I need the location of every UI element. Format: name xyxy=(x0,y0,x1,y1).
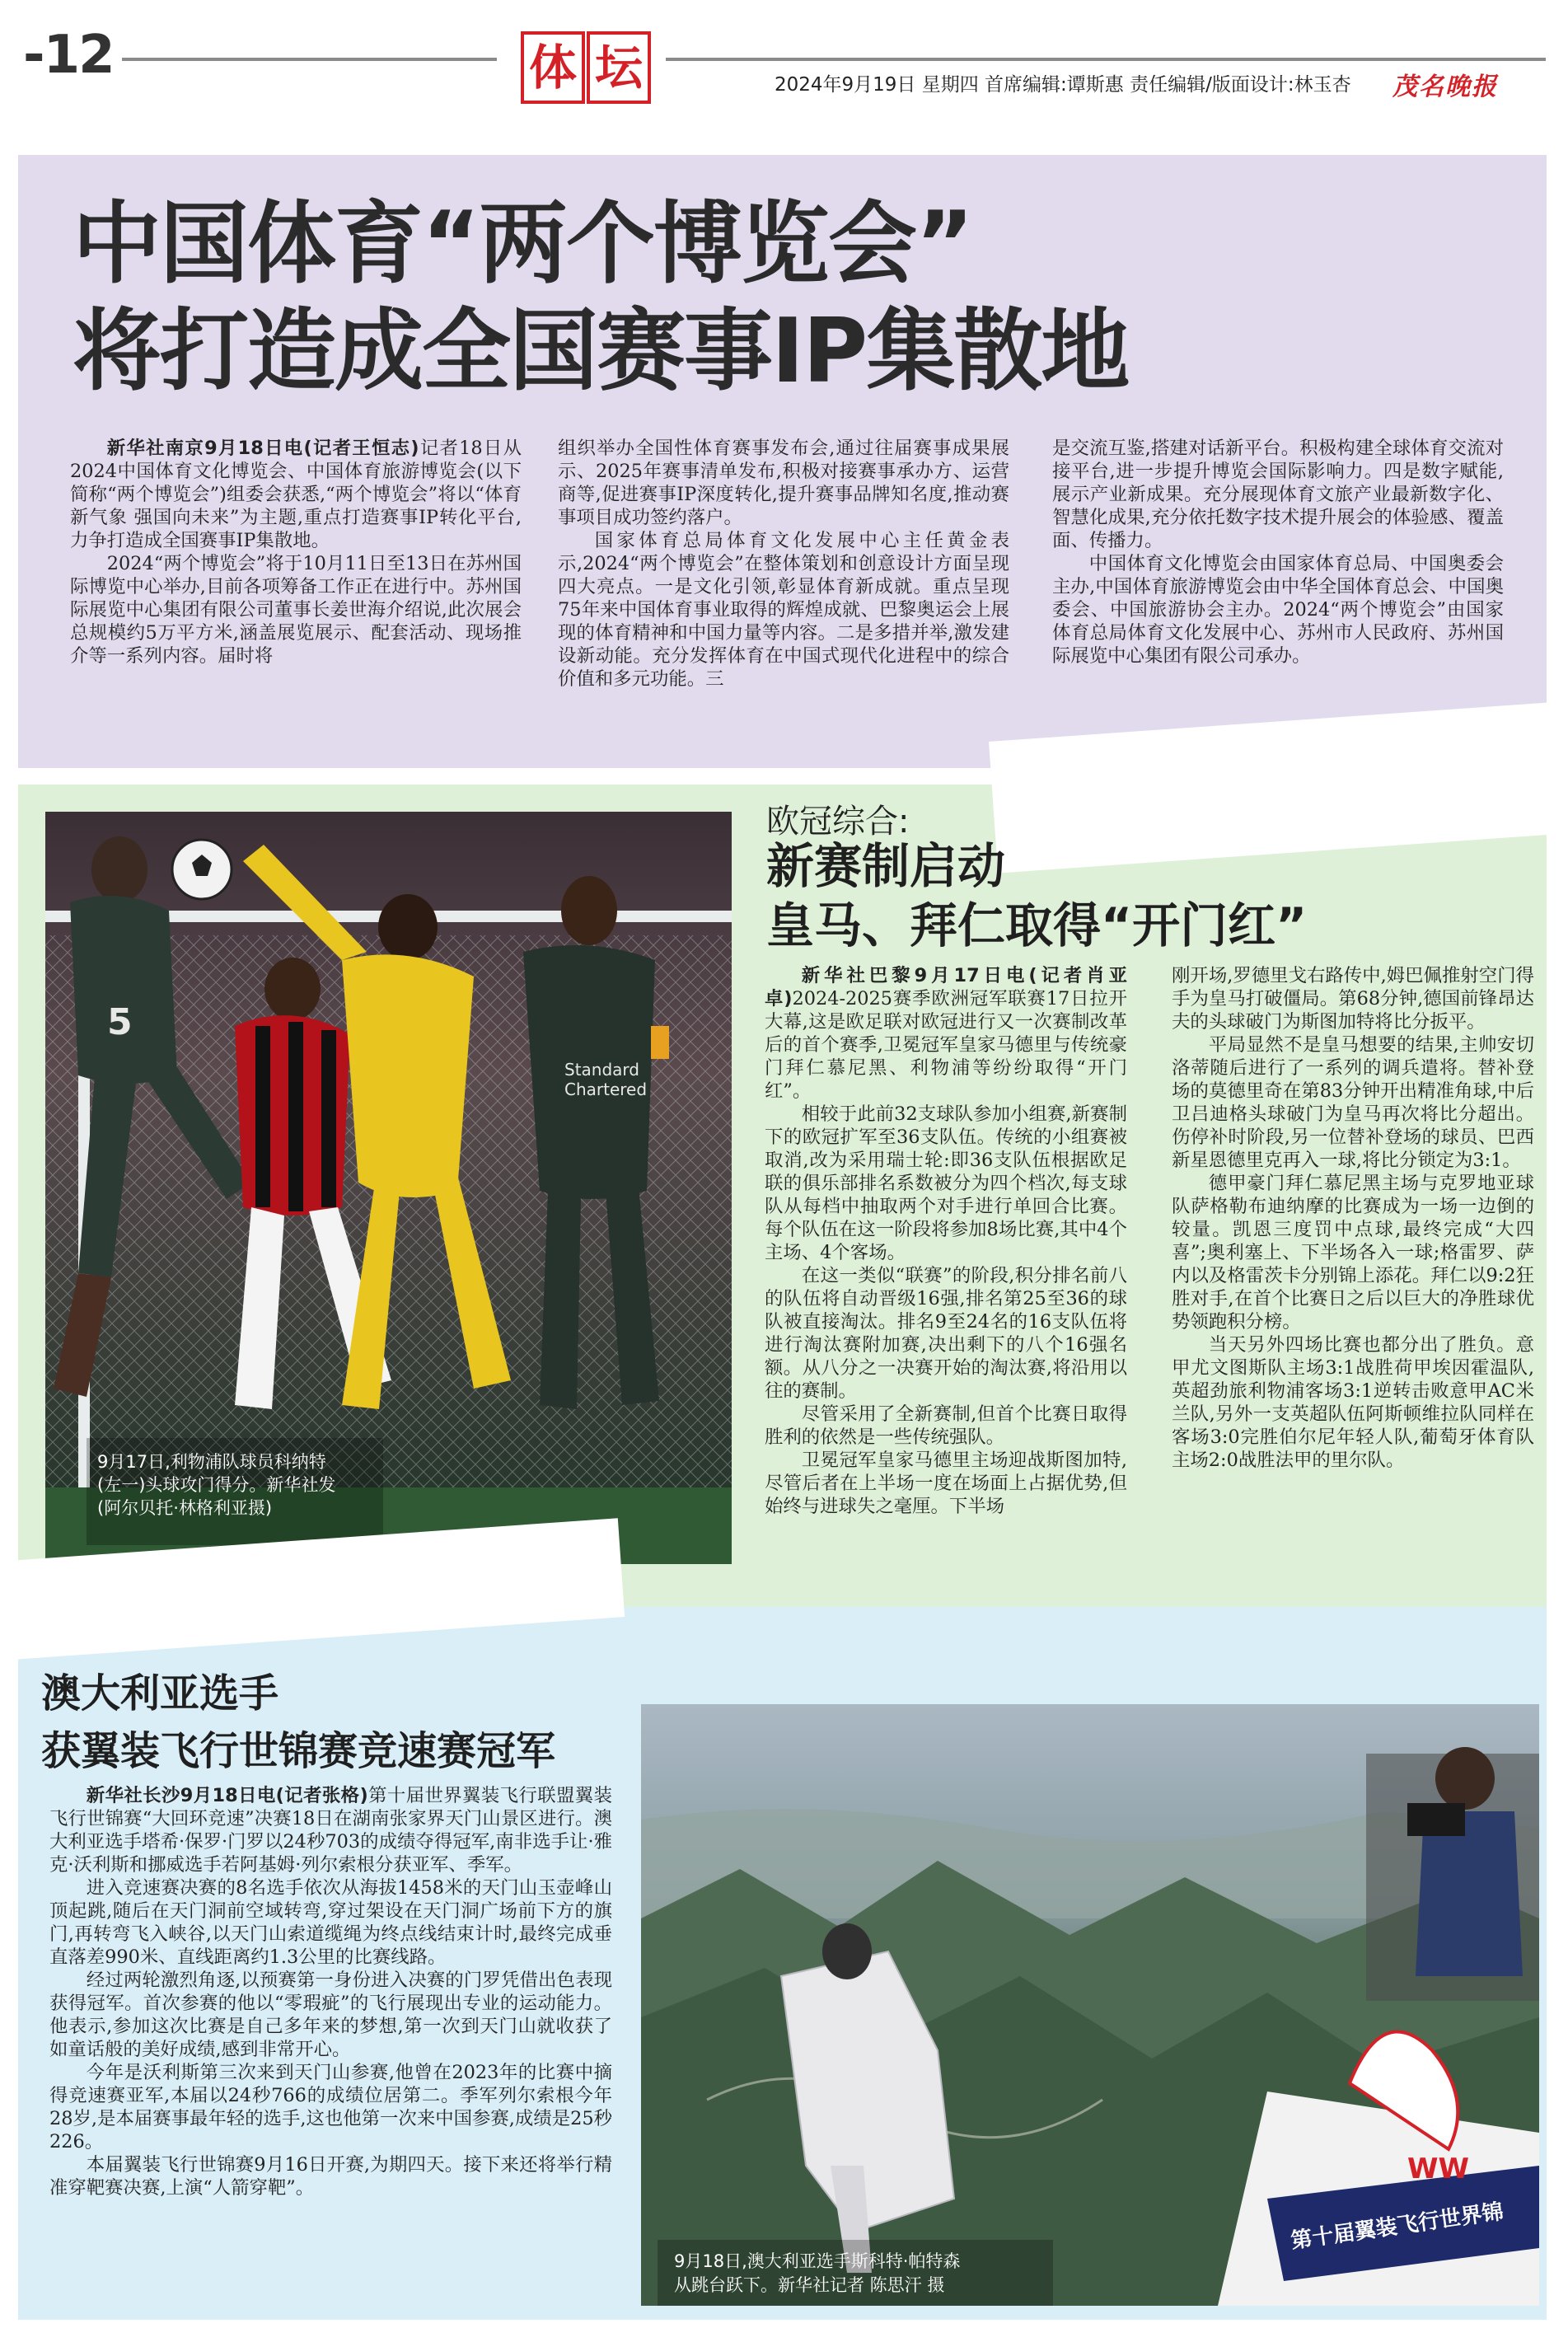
article2-paragraph: 相较于此前32支球队参加小组赛,新赛制下的欧冠扩军至36支队伍。传统的小组赛被取消,改为采用瑞士轮:即36支队伍根据欧足联的俱乐部排名系数被分为四个档次,每支球队从每档中抽取两个对手进行单回合比赛。每个队伍在这一阶段将参加8场比赛,其中4个主场、4个客场。 xyxy=(765,1103,1127,1263)
article1-headline xyxy=(73,191,1128,405)
event-banner-text: 第十届翼装飞行世界锦 xyxy=(1289,2199,1505,2254)
article2-paragraph: 尽管采用了全新赛制,但首个比赛日取得胜利的依然是一些传统强队。 xyxy=(765,1403,1127,1448)
wingsuit-photo-caption xyxy=(674,2250,960,2298)
article3-paragraph: 第十届世界翼装飞行联盟翼装飞行世锦赛“大回环竞速”决赛18日在湖南张家界天门山景区进行。澳大利亚选手塔希·保罗·门罗以24秒703的成绩夺得冠军,南非选手让·雅克·沃利斯和挪威选手若阿基姆·列尔索根分获亚军、季军。 xyxy=(49,1785,612,1876)
article3-paragraph: 今年是沃利斯第三次来到天门山参赛,他曾在2023年的比赛中摘得竞速赛亚军,本届以24秒766的成绩位居第二。季军列尔索根今年28岁,是本届赛事最年轻的选手,这也他第一次来中国参赛,成绩是25秒226。 xyxy=(49,2062,612,2152)
article3-headline-line2: 获翼装飞行世锦赛竞速赛冠军 xyxy=(41,1728,556,1774)
article2-paragraph: 在这一类似“联赛”的阶段,积分排名前八的队伍将自动晋级16强,排名第25至36的球队被直接淘汰。排名9至24名的16支队伍将进行淘汰赛附加赛,决出剩下的八个16强名额。从八分之一决赛开始的淘汰赛,将沿用以往的赛制。 xyxy=(765,1265,1127,1402)
article1-paragraph: 2024“两个博览会”将于10月11日至13日在苏州国际博览中心举办,目前各项筹备工作正在进行中。苏州国际展览中心集团有限公司董事长姜世海介绍说,此次展会总规模约5万平方米,涵盖展览展示、配套活动、现场推介等一系列内容。届时将 xyxy=(70,553,522,667)
article1-paragraph: 中国体育文化博览会由国家体育总局、中国奥委会主办,中国体育旅游博览会由中华全国体育总会、中国奥委会、中国旅游协会主办。2024“两个博览会”由国家体育总局体育文化发展中心、苏州市人民政府、苏州国际展览中心集团有限公司承办。 xyxy=(1052,553,1504,667)
article2-subhead: 欧冠综合: xyxy=(766,803,910,841)
dateline: 2024年9月19日 星期四 首席编辑:谭斯惠 责任编辑/版面设计:林玉杏 xyxy=(775,74,1351,96)
article2-column-1 xyxy=(765,964,1127,1518)
article1-lead: 新华社南京9月18日电(记者王恒志) xyxy=(106,438,419,459)
article2-paragraph: 德甲豪门拜仁慕尼黑主场与克罗地亚球队萨格勒布迪纳摩的比赛成为一场一边倒的较量。凯恩三度罚中点球,最终完成“大四喜”;奥利塞上、下半场各入一球;格雷罗、萨内以及格雷茨卡分别锦上添花。拜仁以9:2狂胜对手,在首个比赛日之后以巨大的净胜球优势领跑积分榜。 xyxy=(1172,1173,1534,1333)
wingsuit-caption-line1: 9月18日,澳大利亚选手斯科特·帕特森 xyxy=(674,2251,961,2271)
svg-text:Standard: Standard xyxy=(564,1060,639,1080)
article3-paragraph: 本届翼装飞行世锦赛9月16日开赛,为期四天。接下来还将举行精准穿靶赛决赛,上演“人箭穿靶”。 xyxy=(49,2154,612,2199)
article1-column-1 xyxy=(70,437,522,667)
wingsuit-photo xyxy=(641,1704,1539,2306)
article2-paragraph: 刚开场,罗德里戈右路传中,姆巴佩推射空门得手为皇马打破僵局。第68分钟,德国前锋昂达夫的头球破门为斯图加特将比分扳平。 xyxy=(1172,965,1534,1033)
article2-headline-line2: 皇马、拜仁取得“开门红” xyxy=(766,897,1308,953)
masthead-logo: 茂名晚报 xyxy=(1392,73,1498,101)
article2-paragraph: 平局显然不是皇马想要的结果,主帅安切洛蒂随后进行了一系列的调兵遣将。替补登场的莫德里奇在第83分钟开出精准角球,中后卫吕迪格头球破门为皇马再次将比分超出。伤停补时阶段,另一位替补登场的球员、巴西新星恩德里克再入一球,将比分锁定为3:1。 xyxy=(1172,1034,1534,1171)
article1-column-3 xyxy=(1052,437,1504,667)
article2-column-2 xyxy=(1172,964,1534,1472)
article2-headline-line1: 新赛制启动 xyxy=(766,838,1006,894)
article3-paragraph: 经过两轮激烈角逐,以预赛第一身份进入决赛的门罗凭借出色表现获得冠军。首次参赛的他以“零瑕疵”的飞行展现出专业的运动能力。他表示,参加这次比赛是自己多年来的梦想,第一次到天门山就收获了如童话般的美好成绩,感到非常开心。 xyxy=(49,1970,612,2060)
svg-text:5: 5 xyxy=(107,1001,133,1043)
article3-headline-line1: 澳大利亚选手 xyxy=(41,1670,279,1717)
article1-paragraph: 国家体育总局体育文化发展中心主任黄金表示,2024“两个博览会”在整体策划和创意设计方面呈现四大亮点。一是文化引领,彰显体育新成就。重点呈现75年来中国体育事业取得的辉煌成就、巴黎奥运会上展现的体育精神和中国力量等内容。二是多措并举,激发建设新动能。充分发挥体育在中国式现代化进程中的综合价值和多元功能。三 xyxy=(558,530,1009,690)
section-label-tan: 坛 xyxy=(587,31,651,104)
article2-lead: 新华社巴黎9月17日电(记者肖亚卓) xyxy=(765,965,1127,1009)
article1-paragraph: 是交流互鉴,搭建对话新平台。积极构建全球体育交流对接平台,进一步提升博览会国际影响力。四是数字赋能,展示产业新成果。充分展现体育文旅产业最新数字化、智慧化成果,充分依托数字技术提升展会的体验感、覆盖面、传播力。 xyxy=(1052,438,1504,551)
svg-text:WW: WW xyxy=(1407,2152,1470,2185)
article1-paragraph: 记者18日从2024中国体育文化博览会、中国体育旅游博览会(以下简称“两个博览会”)组委会获悉,“两个博览会”将以“体育新气象 强国向未来”为主题,重点打造赛事IP转化平台,力争打造成全国赛事IP集散地。 xyxy=(70,438,522,551)
wingsuit-caption-line2: 从跳台跃下。新华社记者 陈思汗 摄 xyxy=(674,2275,945,2295)
article1-paragraph: 组织举办全国性体育赛事发布会,通过往届赛事成果展示、2025年赛事清单发布,积极对接赛事承办方、运营商等,促进赛事IP深度转化,提升赛事品牌知名度,推动赛事项目成功签约落户。 xyxy=(558,438,1009,528)
article3-paragraph: 进入竞速赛决赛的8名选手依次从海拔1458米的天门山玉壶峰山顶起跳,随后在天门洞前空域转弯,穿过架设在天门洞广场前下方的旗门,再转弯飞入峡谷,以天门山索道缆绳为终点线结束计时,最终完成垂直落差990米、直线距离约1.3公里的比赛线路。 xyxy=(49,1877,612,1968)
svg-text:Chartered: Chartered xyxy=(564,1080,648,1099)
header-rule-left xyxy=(122,58,497,61)
header-rule-right xyxy=(666,58,1546,61)
section-label-ti: 体 xyxy=(521,31,585,104)
article3-lead: 新华社长沙9月18日电(记者张格) xyxy=(86,1785,368,1806)
article2-paragraph: 当天另外四场比赛也都分出了胜负。意甲尤文图斯队主场3:1战胜荷甲埃因霍温队,英超劲旅利物浦客场3:1逆转击败意甲AC米兰队,另外一支英超队伍阿斯顿维拉队同样在客场3:0完胜伯尔尼年轻人队,葡萄牙体育队主场2:0战胜法甲的里尔队。 xyxy=(1172,1334,1534,1471)
article3-headline xyxy=(41,1665,555,1780)
article3-column xyxy=(49,1784,612,2199)
article2-paragraph: 卫冕冠军皇家马德里主场迎战斯图加特,尽管后者在上半场一度在场面上占据优势,但始终与进球失之毫厘。下半场 xyxy=(765,1450,1127,1517)
football-photo-caption: 9月17日,利物浦队球员科纳特(左一)头球攻门得分。新华社发(阿尔贝托·林格利亚摄) xyxy=(97,1452,336,1518)
article2-headline xyxy=(766,836,1307,955)
article2-paragraph: 2024-2025赛季欧洲冠军联赛17日拉开大幕,这是欧足联对欧冠进行又一次赛制改革后的首个赛季,卫冕冠军皇家马德里与传统豪门拜仁慕尼黑、利物浦等纷纷取得“开门红”。 xyxy=(765,988,1127,1102)
wingsuit-illustration xyxy=(641,1704,1539,2306)
article1-headline-line1: 中国体育“两个博览会” xyxy=(73,193,972,296)
page-number: -12 xyxy=(23,25,114,86)
article1-column-2 xyxy=(558,437,1009,691)
article1-headline-line2: 将打造成全国赛事IP集散地 xyxy=(73,300,1129,403)
